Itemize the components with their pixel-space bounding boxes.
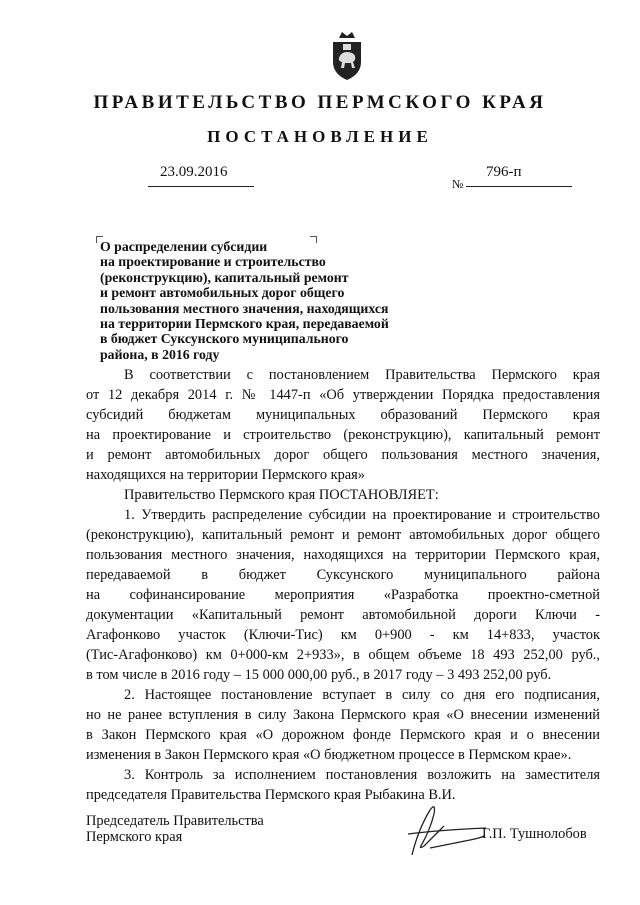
body-line: председателя Правительства Пермского края Рыбакина В.И.	[86, 787, 456, 803]
body-line: В соответствии с постановлением Правительства Пермского края	[124, 367, 600, 383]
body-line: субсидий бюджетам муниципальных образований Пермского края	[86, 407, 600, 423]
government-title: ПРАВИТЕЛЬСТВО ПЕРМСКОГО КРАЯ	[93, 92, 547, 113]
body-line: Правительство Пермского края ПОСТАНОВЛЯЕТ:	[124, 487, 439, 503]
document-type: ПОСТАНОВЛЕНИЕ	[207, 127, 433, 146]
body-line: но не ранее вступления в силу Закона Пермского края «О внесении изменений	[86, 707, 600, 723]
body-line: в том числе в 2016 году – 15 000 000,00 руб., в 2017 году – 3 493 252,00 руб.	[86, 667, 552, 683]
body-line: в Закон Пермского края «О дорожном фонде Пермского края и о внесении	[86, 727, 600, 743]
body-line: 1. Утвердить распределение субсидии на проектирование и строительство	[124, 507, 600, 523]
number-sign: №	[452, 177, 464, 191]
body-line: документации «Капитальный ремонт автомобильной дороги Ключи -	[86, 607, 600, 623]
number-underline	[466, 186, 572, 187]
date-underline	[148, 186, 254, 187]
signatory-name: Г.П. Тушнолобов	[482, 826, 587, 842]
body-line: (реконструкцию), капитальный ремонт и ремонт автомобильных дорог общего	[86, 527, 600, 543]
body-line: изменения в Закон Пермского края «О бюджетном процессе в Пермском крае».	[86, 747, 572, 763]
body-line: пользования местного значения, находящихся на территории Пермского края,	[86, 547, 600, 563]
document-number: 796-п	[486, 164, 522, 180]
body-line: (Тис-Агафонково) км 0+000-км 2+933», в общем объеме 18 493 252,00 руб.,	[86, 647, 600, 663]
body-line: и ремонт автомобильных дорог общего пользования местного значения,	[86, 447, 600, 463]
body-line: 2. Настоящее постановление вступает в силу со дня его подписания,	[124, 687, 600, 703]
document-subject: О распределении субсидии на проектирование и строительство (реконструкцию), капитальный ремонт и ремонт автомобильных дорог общего пользования местного значения, находящихся на территории Пермского края, передаваемой в бюджет Суксунского муниципального района, в 2016 году	[100, 239, 389, 362]
body-line: на проектирование и строительство (реконструкцию), капитальный ремонт	[86, 427, 600, 443]
body-line: 3. Контроль за исполнением постановления возложить на заместителя	[124, 767, 600, 783]
body-line: Агафонково участок (Ключи-Тис) км 0+900 - км 14+833, участок	[86, 627, 600, 643]
perm-krai-coat-of-arms-icon	[325, 30, 369, 82]
document-date: 23.09.2016	[160, 164, 228, 180]
signatory-position: Председатель Правительства Пермского края	[86, 813, 264, 845]
body-line: находящихся на территории Пермского края»	[86, 467, 365, 483]
body-line: от 12 декабря 2014 г. № 1447-п «Об утверждении Порядка предоставления	[86, 387, 600, 403]
body-line: на софинансирование мероприятия «Разработка проектно-сметной	[86, 587, 600, 603]
body-line: передаваемой в бюджет Суксунского муниципального района	[86, 567, 600, 583]
